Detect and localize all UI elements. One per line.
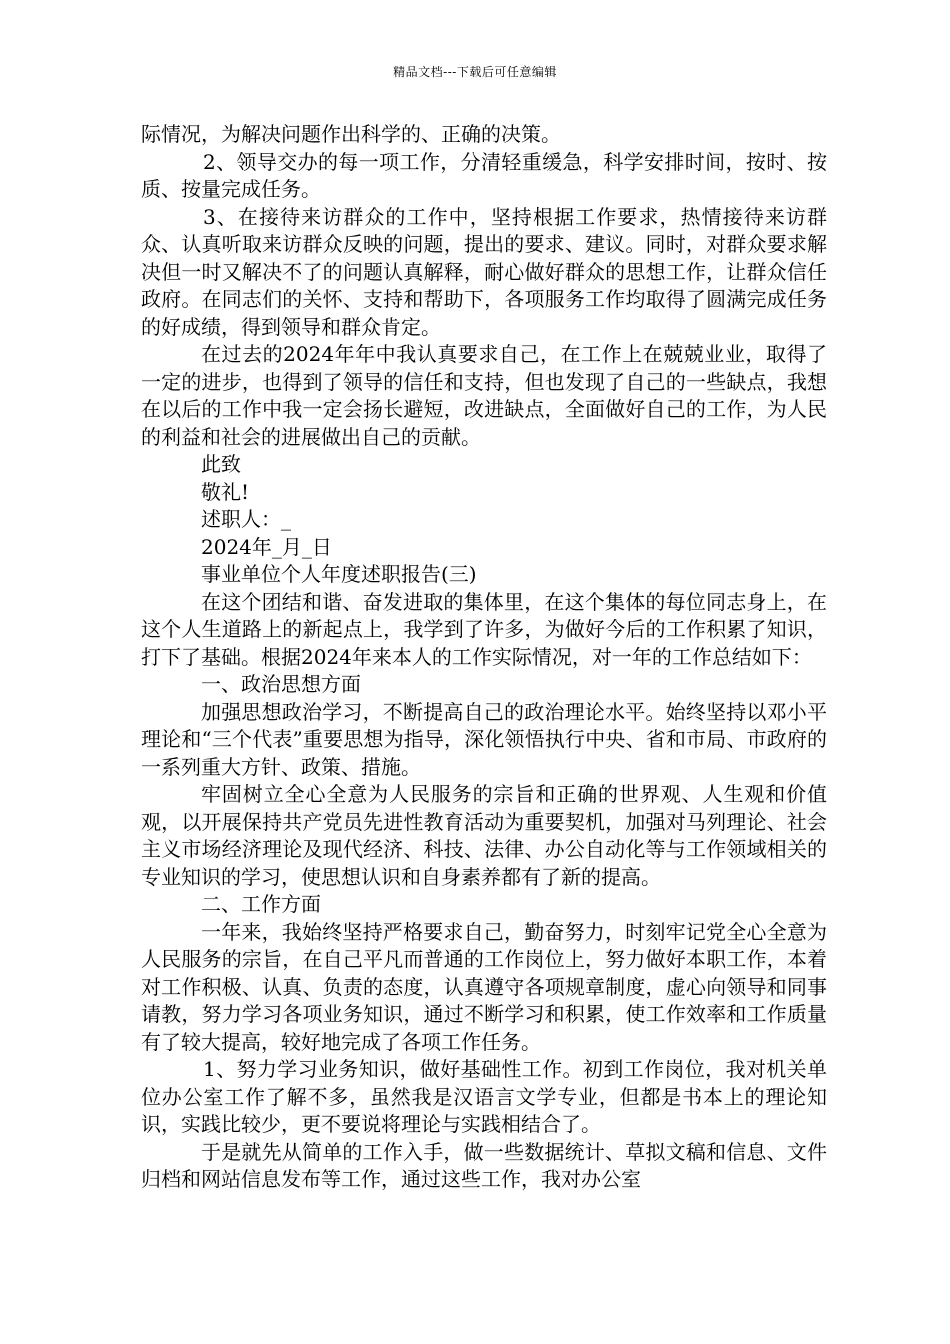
- paragraph: 3、在接待来访群众的工作中，坚持根据工作要求，热情接待来访群众、认真听取来访群众反映的问题，提出的要求、建议。同时，对群众要求解决但一时又解决不了的问题认真解释，耐心做好群众的思想工作，让群众信任政府。在同志们的关怀、支持和帮助下，各项服务工作均取得了圆满完成任务的好成绩，得到领导和群众肯定。: [141, 204, 827, 339]
- closing-regards: 敬礼!: [201, 479, 250, 504]
- date-line: 2024年_月_日: [201, 534, 332, 559]
- section-title: 事业单位个人年度述职报告(三): [201, 562, 477, 586]
- closing-salutation: 此致: [201, 452, 241, 476]
- paragraph: 加强思想政治学习，不断提高自己的政治理论水平。始终坚持以邓小平理论和“三个代表”重要思想为指导，深化领悟执行中央、省和市局、市政府的一系列重大方针、政策、措施。: [141, 699, 827, 779]
- paragraph: 在这个团结和谐、奋发进取的集体里，在这个集体的每位同志身上，在这个人生道路上的新起点上，我学到了许多，为做好今后的工作积累了知识，打下了基础。根据2024年来本人的工作实际情况，对一年的工作总结如下：: [141, 589, 827, 669]
- paragraph: 2、领导交办的每一项工作，分清轻重缓急，科学安排时间，按时、按质、按量完成任务。: [141, 149, 827, 201]
- signature-line: 述职人：_: [201, 507, 291, 531]
- paragraph: 际情况，为解决问题作出科学的、正确的决策。: [141, 122, 561, 146]
- section-heading: 一、政治思想方面: [201, 672, 361, 696]
- paragraph: 牢固树立全心全意为人民服务的宗旨和正确的世界观、人生观和价值观，以开展保持共产党员先进性教育活动为重要契机，加强对马列理论、社会主义市场经济理论及现代经济、科技、法律、办公自动化等与工作领域相关的专业知识的学习，使思想认识和自身素养都有了新的提高。: [141, 782, 827, 889]
- section-heading: 二、工作方面: [201, 892, 321, 916]
- paragraph: 一年来，我始终坚持严格要求自己，勤奋努力，时刻牢记党全心全意为人民服务的宗旨，在自己平凡而普通的工作岗位上，努力做好本职工作，本着对工作积极、认真、负责的态度，认真遵守各项规章制度，虚心向领导和同事请教，努力学习各项业务知识，通过不断学习和积累，使工作效率和工作质量有了较大提高，较好地完成了各项工作任务。: [141, 919, 827, 1054]
- paragraph: 1、努力学习业务知识，做好基础性工作。初到工作岗位，我对机关单位办公室工作了解不多，虽然我是汉语言文学专业，但都是书本上的理论知识，实践比较少，更不要说将理论与实践相结合了。: [141, 1057, 827, 1136]
- page-header: 精品文档---下载后可任意编辑: [393, 65, 557, 79]
- document-body: [141, 121, 827, 1194]
- paragraph: 在过去的2024年年中我认真要求自己，在工作上在兢兢业业，取得了一定的进步，也得到了领导的信任和支持，但也发现了自己的一些缺点，我想在以后的工作中我一定会扬长避短，改进缺点，全面做好自己的工作，为人民的利益和社会的进展做出自己的贡献。: [141, 342, 827, 449]
- paragraph: 于是就先从简单的工作入手，做一些数据统计、草拟文稿和信息、文件归档和网站信息发布等工作，通过这些工作，我对办公室: [141, 1139, 827, 1191]
